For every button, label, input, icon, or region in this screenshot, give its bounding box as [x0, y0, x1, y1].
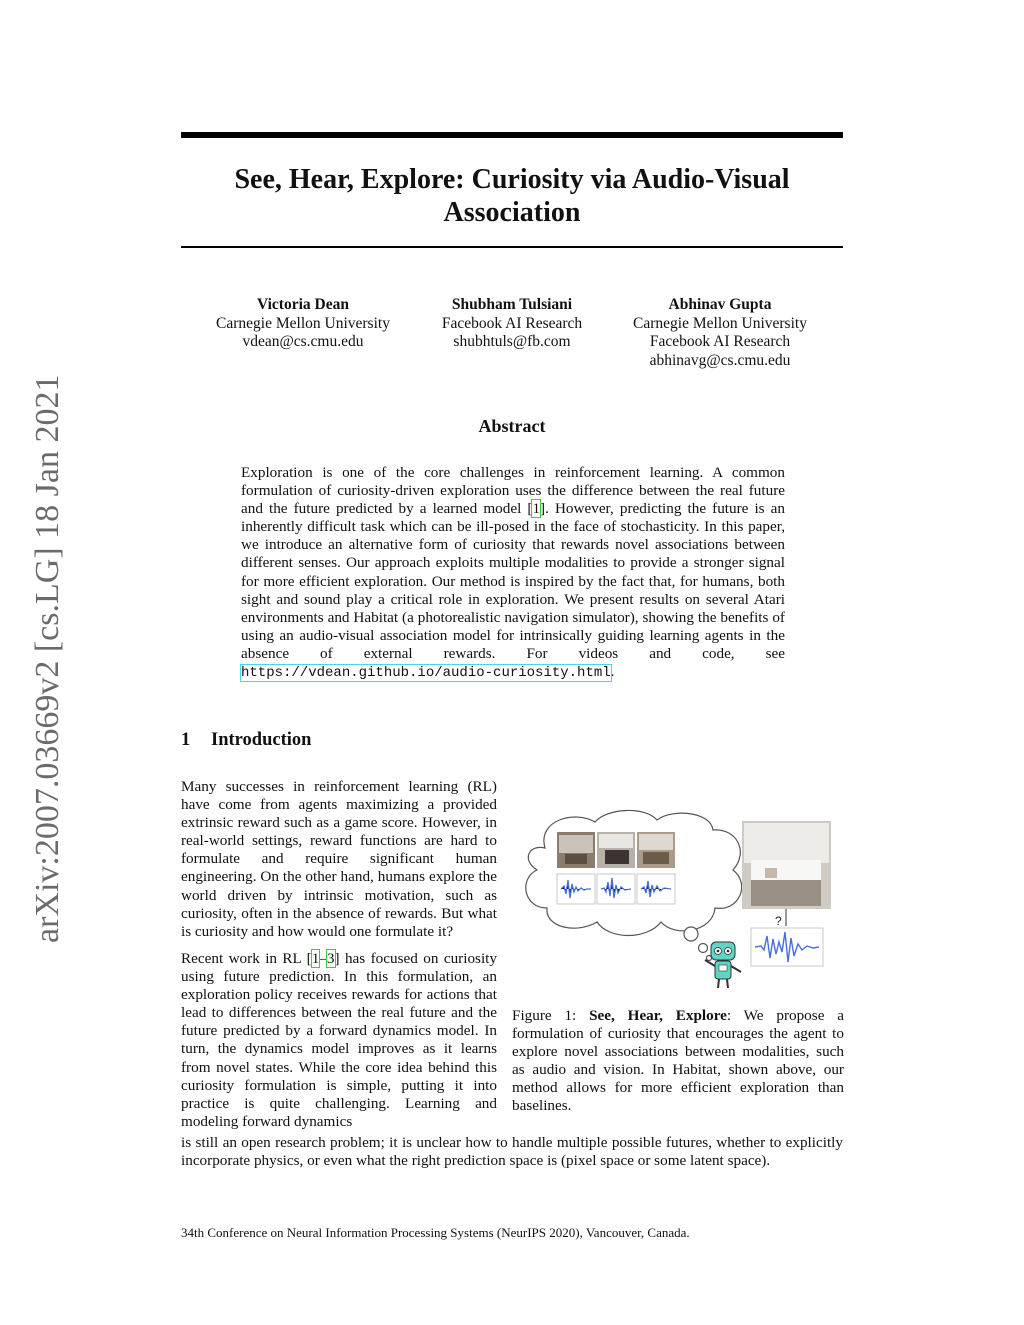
caption-text: : We propose a formulation of curiosity that encourages the agent to explore novel associations between modalities, such as audio and vision. In Habitat, shown above, our method allows for more efficient exploration than baselines. — [512, 1007, 844, 1115]
abstract-text: . — [610, 663, 615, 681]
section-heading — [181, 730, 311, 751]
author-email: vdean@cs.cmu.edu — [242, 333, 364, 350]
thought-waveforms — [557, 874, 675, 904]
current-scene-image — [742, 821, 831, 909]
author-affiliation: Carnegie Mellon University — [216, 314, 390, 332]
paper-title — [181, 163, 843, 229]
intro-paragraph-2 — [181, 950, 497, 1131]
question-mark: ? — [775, 914, 782, 928]
title-line-2: Association — [443, 197, 581, 228]
figure-illustration — [515, 808, 843, 998]
author-affiliation-2: Facebook AI Research — [649, 333, 791, 350]
figure-1-caption — [512, 1007, 844, 1116]
title-rule-top — [181, 132, 843, 138]
author-block — [198, 296, 408, 352]
thought-images — [557, 832, 675, 868]
abstract-heading: Abstract — [478, 416, 546, 436]
abstract-body — [241, 464, 785, 682]
caption-label: Figure 1: — [512, 1007, 590, 1024]
author-block — [407, 296, 617, 352]
conference-footnote: 34th Conference on Neural Information Processing Systems (NeurIPS 2020), Vancouver, Canada. — [181, 1225, 690, 1240]
intro-paragraph-2-continued: is still an open research problem; it is unclear how to handle multiple possible futures, whether to explicitly incorporate physics, or even what the right prediction space is (pixel space or some latent space). — [181, 1134, 843, 1170]
author-name: Victoria Dean — [257, 296, 349, 313]
section-number: 1 — [181, 730, 191, 750]
citation-link[interactable]: 1 — [532, 500, 541, 518]
paragraph-text: – — [319, 950, 327, 967]
caption-bold: See, Hear, Explore — [589, 1007, 727, 1024]
title-line-1: See, Hear, Explore: Curiosity via Audio-Visual — [234, 164, 790, 195]
arxiv-stamp — [4, 335, 88, 955]
abstract-text: ]. However, predicting the future is an inherently difficult task which can be ill-posed in the face of stochasticity. In this paper, we introduce an alternative form of curiosity that rewards novel associations between different senses. Our approach exploits multiple modalities to provide a stronger signal for more efficient exploration. Our method is inspired by the fact that, for humans, both sight and sound play a critical role in exploration. We present results on several Atari environments and Habitat (a photorealistic navigation simulator), showing the benefits of using an audio-visual association model for intrinsically guiding learning agents in the absence of external rewards. For videos and code, see — [241, 500, 786, 662]
current-waveform — [751, 928, 823, 966]
paragraph-text: ] has focused on curiosity using future prediction. In this formulation, an exploration policy receives rewards for actions that lead to differences between the real future and the future predicted by a forward dynamics model. In turn, the dynamics model improves as it learns from novel states. While the core idea behind this curiosity formulation is simple, putting it into practice is quite challenging. Learning and modeling forward dynamics — [181, 950, 497, 1130]
intro-paragraph-1: Many successes in reinforcement learning (RL) have come from agents maximizing a provided extrinsic reward such as a game score. However, in real-world settings, reward functions are hard to formulate and require significant human engineering. On the other hand, humans explore the world driven by intrinsic motivation, such as curiosity, often in the absence of rewards. But what is curiosity and how would one formulate it? — [181, 778, 497, 940]
figure-1 — [515, 808, 843, 998]
author-affiliation: Carnegie Mellon University — [633, 314, 807, 332]
author-name: Abhinav Gupta — [668, 296, 772, 313]
paragraph-text: Recent work in RL [ — [181, 950, 312, 967]
robot-agent-icon — [705, 942, 741, 988]
author-name: Shubham Tulsiani — [451, 296, 573, 313]
author-block — [615, 296, 825, 370]
author-email: abhinavg@cs.cmu.edu — [649, 351, 791, 369]
title-rule-bottom — [181, 246, 843, 248]
project-url-link[interactable]: https://vdean.github.io/audio-curiosity.html — [241, 665, 611, 682]
abstract-text: Exploration is one of the core challenges in reinforcement learning. A common formulation of curiosity-driven exploration uses the difference between the real future and the future predicted by a learned model [ — [241, 464, 785, 518]
author-affiliation: Facebook AI Research — [441, 314, 583, 332]
citation-link[interactable]: 3 — [326, 950, 335, 967]
citation-link[interactable]: 1 — [311, 950, 320, 967]
section-title: Introduction — [211, 730, 312, 750]
author-email: shubhtuls@fb.com — [453, 333, 571, 350]
arxiv-id: arXiv:2007.03669v2 [cs.LG] 18 Jan 2021 — [29, 374, 66, 943]
